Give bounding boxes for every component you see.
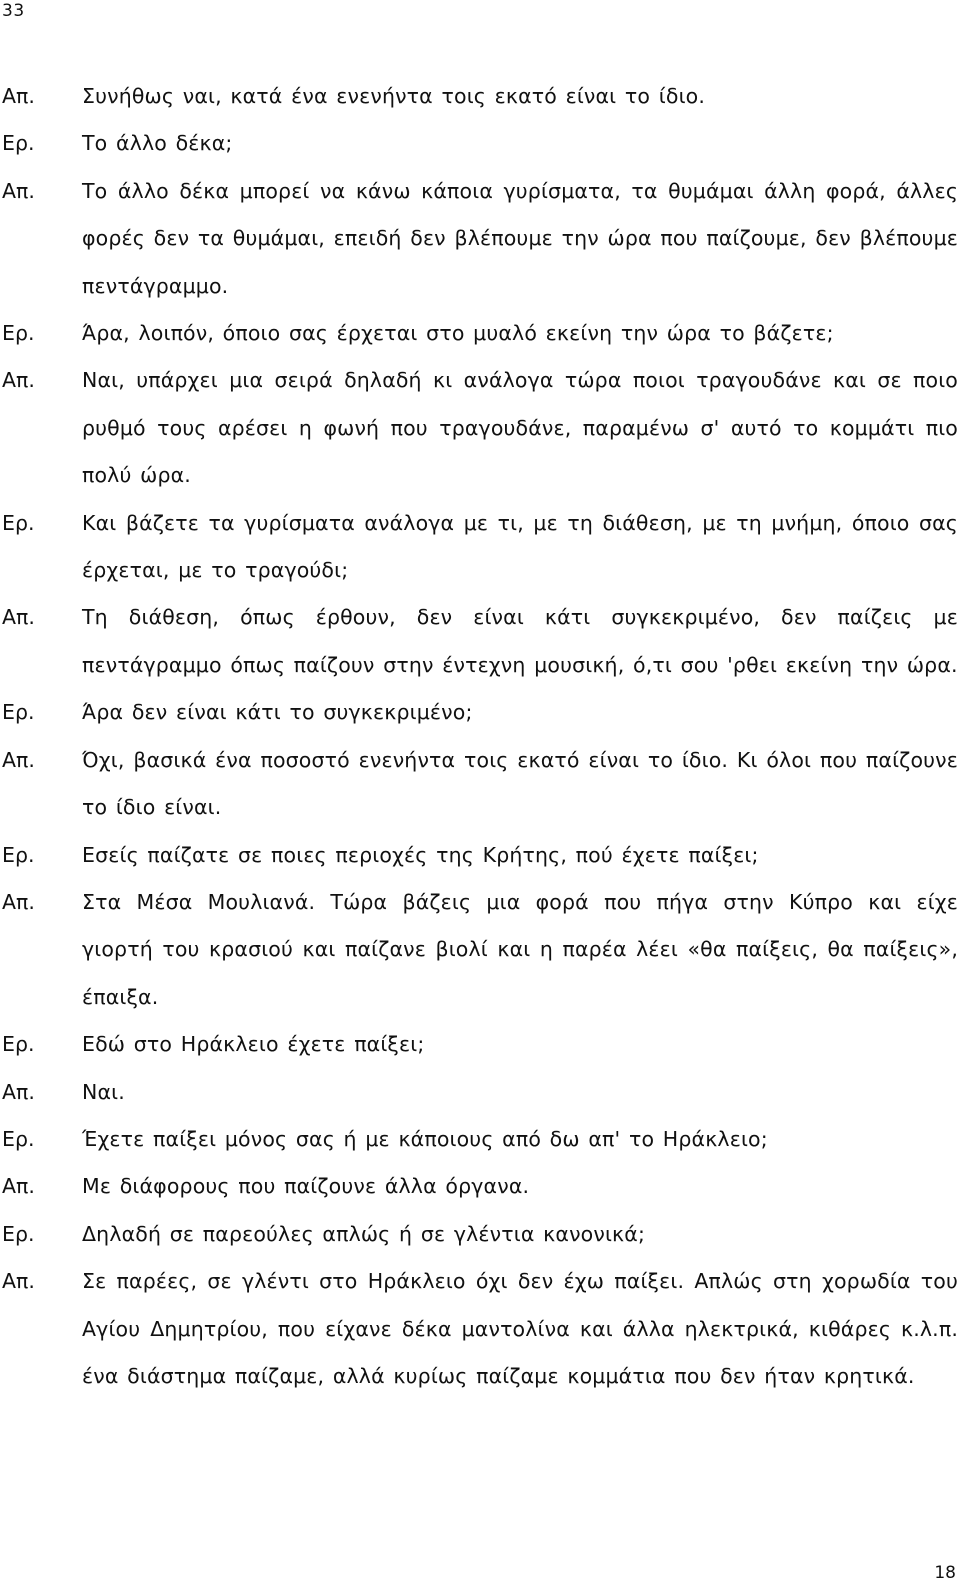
dialogue-entry <box>0 1163 960 1210</box>
speaker-label: Ερ. <box>2 700 35 725</box>
dialogue-text: Συνήθως ναι, κατά ένα ενενήντα τοις εκατό είναι το ίδιο. <box>82 84 706 108</box>
speaker-label: Ερ. <box>2 1126 35 1151</box>
interview-transcript <box>0 73 960 1400</box>
dialogue-text: Ναι, υπάρχει μια σειρά δηλαδή κι ανάλογα τώρα ποιοι τραγουδάνε και σε ποιο ρυθμό τους αρέσει η φωνή που τραγουδάνε, παραμένω σ' αυτό το κομμάτι πιο πολύ ώρα. <box>82 368 958 488</box>
speaker-label: Ερ. <box>2 842 35 867</box>
dialogue-text: Στα Μέσα Μουλιανά. Τώρα βάζεις μια φορά που πήγα στην Κύπρο και είχε γιορτή του κρασιού και παίζανε βιολί και η παρέα λέει «θα παίξεις, θα παίξεις», έπαιξα. <box>82 889 958 1009</box>
speaker-label: Απ. <box>2 605 35 630</box>
dialogue-text: Σε παρέες, σε γλέντι στο Ηράκλειο όχι δεν έχω παίξει. Απλώς στη χορωδία του Αγίου Δημητρίου, που είχανε δέκα μαντολίνα και άλλα ηλεκτρικά, κιθάρες κ.λ.π. ένα διάστημα παίζαμε, αλλά κυρίως παίζαμε κομμάτια που δεν ήταν κρητικά. <box>82 1269 958 1388</box>
dialogue-text: Το άλλο δέκα; <box>82 131 233 156</box>
dialogue-entry <box>0 357 960 499</box>
dialogue-text: Τη διάθεση, όπως έρθουν, δεν είναι κάτι συγκεκριμένο, δεν παίζεις με πεντάγραμμο όπως παίζουν στην έντεχνη μουσική, ό,τι σου 'ρθει εκείνη την ώρα. <box>82 605 958 677</box>
dialogue-text: Άρα δεν είναι κάτι το συγκεκριμένο; <box>82 700 473 725</box>
dialogue-entry <box>0 737 960 832</box>
speaker-label: Απ. <box>2 368 35 393</box>
speaker-label: Απ. <box>2 1269 35 1294</box>
speaker-label: Ερ. <box>2 131 35 156</box>
speaker-label: Ερ. <box>2 321 35 346</box>
dialogue-text: Και βάζετε τα γυρίσματα ανάλογα με τι, με τη διάθεση, με τη μνήμη, όποιο σας έρχεται, με το τραγούδι; <box>82 510 958 583</box>
dialogue-text: Δηλαδή σε παρεούλες απλώς ή σε γλέντια κανονικά; <box>82 1221 645 1246</box>
dialogue-entry <box>0 120 960 167</box>
speaker-label: Απ. <box>2 178 35 203</box>
dialogue-entry <box>0 1021 960 1068</box>
dialogue-entry <box>0 310 960 357</box>
dialogue-entry <box>0 594 960 689</box>
dialogue-entry <box>0 832 960 879</box>
speaker-label: Ερ. <box>2 1221 35 1246</box>
dialogue-text: Με διάφορους που παίζουνε άλλα όργανα. <box>82 1174 530 1199</box>
dialogue-text: Το άλλο δέκα μπορεί να κάνω κάποια γυρίσματα, τα θυμάμαι άλλη φορά, άλλες φορές δεν τα θυμάμαι, επειδή δεν βλέπουμε την ώρα που παίζουμε, δεν βλέπουμε πεντάγραμμο. <box>82 178 958 298</box>
dialogue-entry <box>0 500 960 595</box>
dialogue-text: Εσείς παίζατε σε ποιες περιοχές της Κρήτης, πού έχετε παίξει; <box>82 842 759 867</box>
dialogue-entry <box>0 73 960 120</box>
dialogue-entry <box>0 1069 960 1116</box>
speaker-label: Απ. <box>2 1079 35 1104</box>
speaker-label: Απ. <box>2 889 35 914</box>
page-number-bottom: 18 <box>934 1563 956 1583</box>
dialogue-text: Έχετε παίξει μόνος σας ή με κάποιους από δω απ' το Ηράκλειο; <box>82 1126 768 1151</box>
speaker-label: Απ. <box>2 84 35 108</box>
dialogue-entry <box>0 168 960 310</box>
dialogue-entry <box>0 689 960 736</box>
dialogue-entry <box>0 1116 960 1163</box>
dialogue-entry <box>0 1258 960 1400</box>
dialogue-text: Άρα, λοιπόν, όποιο σας έρχεται στο μυαλό εκείνη την ώρα το βάζετε; <box>82 321 834 346</box>
page-number-top: 33 <box>2 1 25 21</box>
speaker-label: Ερ. <box>2 1032 35 1057</box>
dialogue-entry <box>0 1211 960 1258</box>
speaker-label: Απ. <box>2 1174 35 1199</box>
dialogue-text: Ναι. <box>82 1079 125 1104</box>
dialogue-entry <box>0 879 960 1021</box>
speaker-label: Απ. <box>2 747 35 772</box>
dialogue-text: Εδώ στο Ηράκλειο έχετε παίξει; <box>82 1032 425 1057</box>
dialogue-text: Όχι, βασικά ένα ποσοστό ενενήντα τοις εκατό είναι το ίδιο. Κι όλοι που παίζουνε το ίδιο είναι. <box>82 747 958 820</box>
speaker-label: Ερ. <box>2 510 35 535</box>
